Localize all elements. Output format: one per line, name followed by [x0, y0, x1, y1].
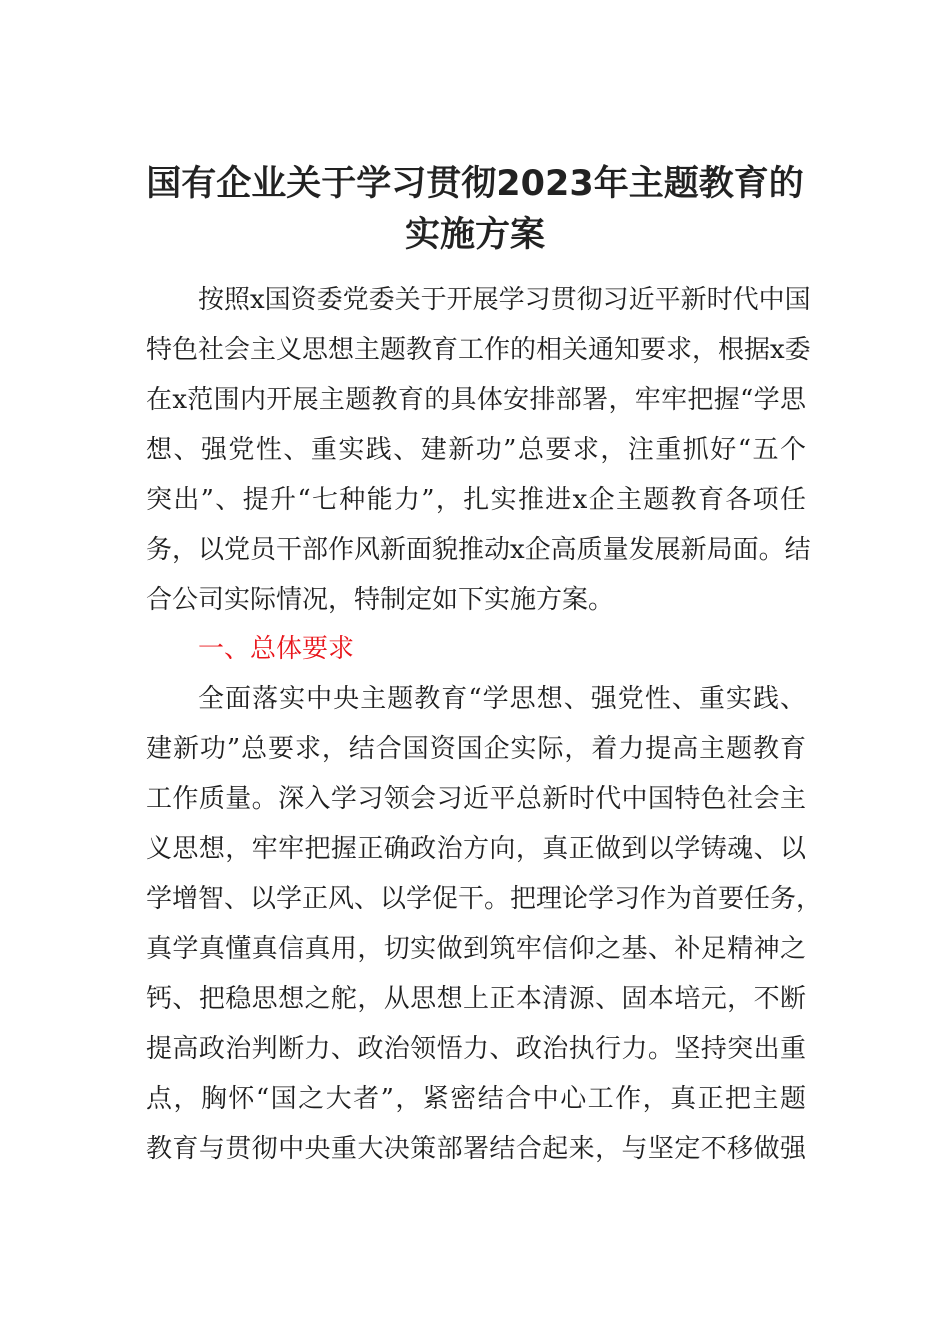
intro-paragraph-line: 合公司实际情况，特制定如下实施方案。	[146, 585, 615, 615]
intro-paragraph-line: 务，以党员干部作风新面貌推动x企高质量发展新局面。结	[146, 535, 811, 565]
section-paragraph-line: 义思想，牢牢把握正确政治方向，真正做到以学铸魂、以	[146, 834, 806, 864]
intro-paragraph-line: 特色社会主义思想主题教育工作的相关通知要求，根据x委	[146, 335, 811, 365]
document-title-line-2: 实施方案	[404, 215, 545, 255]
intro-paragraph-line: 突出”、提升“七种能力”，扎实推进x企主题教育各项任	[146, 485, 806, 515]
intro-paragraph-line: 在x范围内开展主题教育的具体安排部署，牢牢把握“学思	[146, 385, 806, 415]
document-title-line-1: 国有企业关于学习贯彻2023年主题教育的	[146, 164, 804, 204]
section-paragraph-line: 真学真懂真信真用，切实做到筑牢信仰之基、补足精神之	[146, 934, 806, 964]
section-paragraph-line: 教育与贯彻中央重大决策部署结合起来，与坚定不移做强	[146, 1134, 806, 1164]
section-paragraph-line: 工作质量。深入学习领会习近平总新时代中国特色社会主	[146, 784, 806, 814]
section-paragraph-line: 提高政治判断力、政治领悟力、政治执行力。坚持突出重	[146, 1034, 806, 1064]
intro-paragraph-line: 想、强党性、重实践、建新功”总要求，注重抓好“五个	[146, 435, 806, 465]
intro-paragraph-line: 按照x国资委党委关于开展学习贯彻习近平新时代中国	[198, 285, 811, 315]
section-paragraph-line: 建新功”总要求，结合国资国企实际，着力提高主题教育	[146, 734, 806, 764]
section-heading-general-requirements: 一、总体要求	[198, 634, 355, 664]
section-paragraph-line: 全面落实中央主题教育“学思想、强党性、重实践、	[198, 684, 806, 714]
section-paragraph-line: 点，胸怀“国之大者”，紧密结合中心工作，真正把主题	[146, 1084, 806, 1114]
section-paragraph-line: 钙、把稳思想之舵，从思想上正本清源、固本培元，不断	[146, 984, 806, 1014]
section-paragraph-line: 学增智、以学正风、以学促干。把理论学习作为首要任务，	[146, 884, 823, 914]
